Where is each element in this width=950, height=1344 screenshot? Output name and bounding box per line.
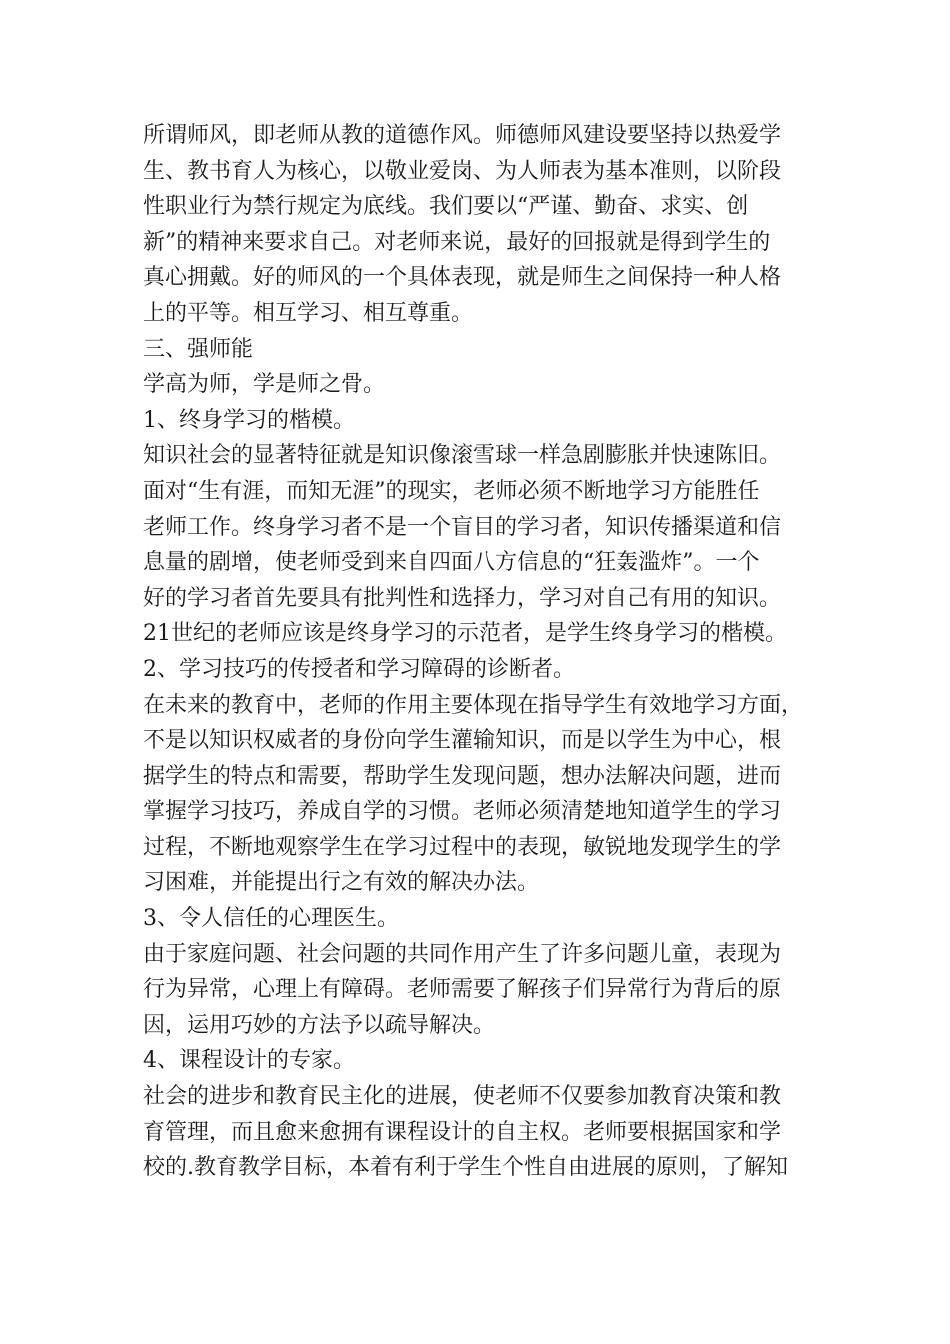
text-line: 老师工作。终身学习者不是一个盲目的学习者，知识传播渠道和信 xyxy=(143,514,782,540)
text-line: 学高为师，学是师之骨。 xyxy=(143,372,386,398)
text-line: 育管理，而且愈来愈拥有课程设计的自主权。老师要根据国家和学 xyxy=(143,1119,782,1145)
text-line: 据学生的特点和需要，帮助学生发现问题，想办法解决问题，进而 xyxy=(143,763,782,789)
text-line: 过程，不断地观察学生在学习过程中的表现，敏锐地发现学生的学 xyxy=(143,834,782,860)
text-line: 社会的进步和教育民主化的进展，使老师不仅要参加教育决策和教 xyxy=(143,1084,782,1110)
text-line: 行为异常，心理上有障碍。老师需要了解孩子们异常行为背后的原 xyxy=(143,977,782,1003)
text-line: 面对“生有涯，而知无涯”的现实，老师必须不断地学习方能胜任 xyxy=(143,478,760,504)
text-line: 校的.教育教学目标，本着有利于学生个性自由进展的原则，了解知 xyxy=(143,1155,788,1181)
text-line: 息量的剧增，使老师受到来自四面八方信息的“狂轰滥炸”。一个 xyxy=(143,550,760,576)
subsection-heading: 3、令人信任的心理医生。 xyxy=(143,906,399,932)
document-body xyxy=(143,118,833,1186)
subsection-heading: 2、学习技巧的传授者和学习障碍的诊断者。 xyxy=(143,656,575,682)
text-line: 不是以知识权威者的身份向学生灌输知识，而是以学生为中心，根 xyxy=(143,728,782,754)
text-line: 知识社会的显著特征就是知识像滚雪球一样急剧膨胀并快速陈旧。 xyxy=(143,443,782,469)
section-heading: 三、强师能 xyxy=(143,336,254,362)
text-line: 上的平等。相互学习、相互尊重。 xyxy=(143,300,474,326)
subsection-heading: 1、终身学习的楷模。 xyxy=(143,407,355,433)
text-line: 21世纪的老师应该是终身学习的示范者，是学生终身学习的楷模。 xyxy=(143,621,787,647)
text-line: 性职业行为禁行规定为底线。我们要以“严谨、勤奋、求实、创 xyxy=(143,194,749,220)
text-line: 由于家庭问题、社会问题的共同作用产生了许多问题儿童，表现为 xyxy=(143,941,782,967)
text-line: 掌握学习技巧，养成自学的习惯。老师必须清楚地知道学生的学习 xyxy=(143,799,782,825)
text-line: 习困难，并能提出行之有效的解决办法。 xyxy=(143,870,540,896)
text-line: 新”的精神来要求自己。对老师来说，最好的回报就是得到学生的 xyxy=(143,229,771,255)
text-line: 在未来的教育中，老师的作用主要体现在指导学生有效地学习方面， xyxy=(143,692,804,718)
subsection-heading: 4、课程设计的专家。 xyxy=(143,1048,355,1074)
text-line: 所谓师风，即老师从教的道德作风。师德师风建设要坚持以热爱学 xyxy=(143,123,782,148)
text-line: 真心拥戴。好的师风的一个具体表现，就是师生之间保持一种人格 xyxy=(143,265,782,291)
text-line: 好的学习者首先要具有批判性和选择力，学习对自己有用的知识。 xyxy=(143,585,782,611)
text-line: 生、教书育人为核心，以敬业爱岗、为人师表为基本准则，以阶段 xyxy=(143,158,782,184)
text-line: 因，运用巧妙的方法予以疏导解决。 xyxy=(143,1012,496,1038)
